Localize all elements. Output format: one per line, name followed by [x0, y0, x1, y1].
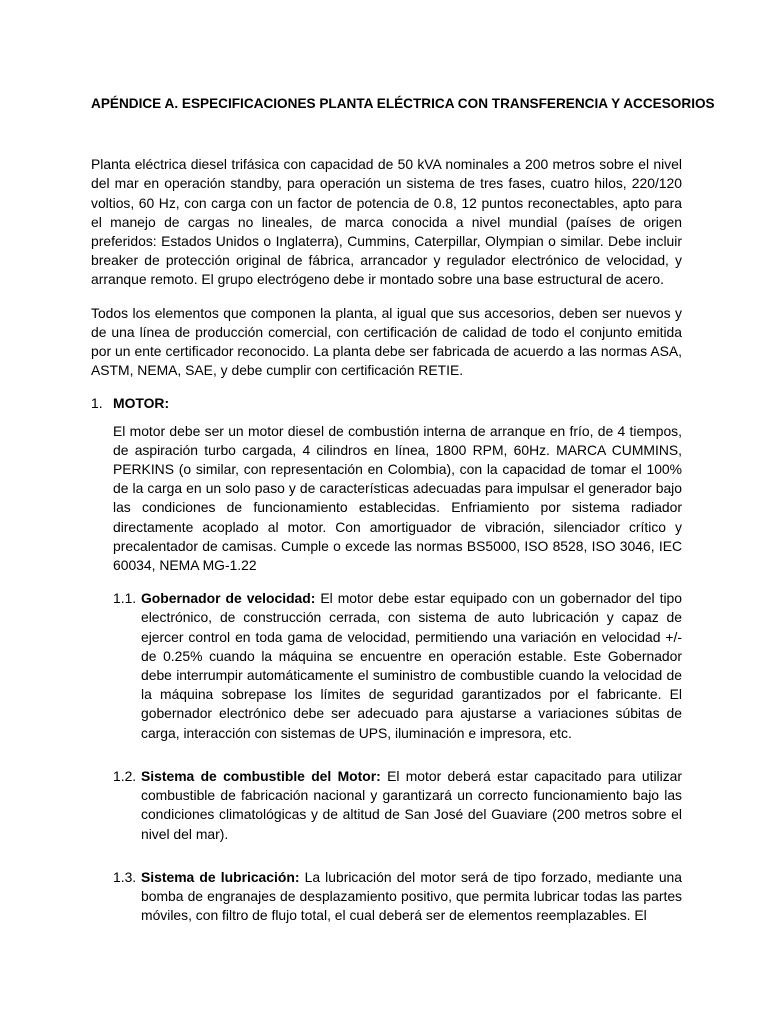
- subsection-text: El motor debe estar equipado con un gobernador del tipo electrónico, de construcción cerrada, con sistema de auto lubricación y capaz de ejercer control en toda gama de velocidad, permitiendo una variación en velocidad +/- de 0.25% cuando la máquina se encuentre en operación estable. Este Gobernador debe interrumpir automáticamente el suministro de combustible cuando la velocidad de la máquina sobrepase los límites de seguridad garantizados por el fabricante. El gobernador electrónico debe ser adecuado para ajustarse a variaciones súbitas de carga, interacción con sistemas de UPS, iluminación e impresora, etc.: [141, 590, 682, 741]
- section-number: 1.: [91, 395, 103, 412]
- section-label: MOTOR:: [113, 395, 170, 412]
- subsection-text: La lubricación del motor será de tipo forzado, mediante una bomba de engranajes de desplazamiento positivo, que permita lubricar todas las partes móviles, con filtro de flujo total, el cual deberá ser de elementos reemplazables. El: [141, 868, 682, 924]
- subsection-body: [141, 767, 682, 844]
- subsection-title: Sistema de lubricación:: [141, 868, 305, 885]
- document-title: APÉNDICE A. ESPECIFICACIONES PLANTA ELÉCTRICA CON TRANSFERENCIA Y ACCESORIOS: [91, 96, 715, 111]
- paragraph-intro: Planta eléctrica diesel trifásica con capacidad de 50 kVA nominales a 200 metros sobre el nivel del mar en operación standby, para operación un sistema de tres fases, cuatro hilos, 220/120 voltios, 60 Hz, con carga con un factor de potencia de 0.8, 12 puntos reconectables, apto para el manejo de cargas no lineales, de marca conocida a nivel mundial (países de origen preferidos: Estados Unidos o Inglaterra), Cummins, Caterpillar, Olympian o similar. Debe incluir breaker de protección original de fábrica, arrancador y regulador electrónico de velocidad, y arranque remoto. El grupo electrógeno debe ir montado sobre una base estructural de acero.: [91, 156, 682, 288]
- subsection-1-3: [113, 868, 682, 926]
- subsection-body: [141, 868, 682, 926]
- subsection-text: El motor deberá estar capacitado para utilizar combustible de fabricación nacional y garantizará un correcto funcionamiento bajo las condiciones climatológicas y de altitud de San José del Guaviare (200 metros sobre el nivel del mar).: [141, 767, 682, 842]
- subsection-number: 1.3.: [113, 868, 137, 885]
- subsection-title: Gobernador de velocidad:: [141, 590, 321, 607]
- subsection-number: 1.2.: [113, 767, 137, 784]
- section-intro: El motor debe ser un motor diesel de combustión interna de arranque en frío, de 4 tiempos, de aspiración turbo cargada, 4 cilindros en línea, 1800 RPM, 60Hz. MARCA CUMMINS, PERKINS (o similar, con representación en Colombia), con la capacidad de tomar el 100% de la carga en un solo paso y de características adecuadas para impulsar el generador bajo las condiciones de funcionamiento establecidas. Enfriamiento por sistema radiador directamente acoplado al motor. Con amortiguador de vibración, silenciador crítico y precalentador de camisas. Cumple o excede las normas BS5000, ISO 8528, ISO 3046, IEC 60034, NEMA MG-1.22: [113, 422, 682, 574]
- section-heading: [91, 394, 682, 413]
- subsection-number: 1.1.: [113, 590, 137, 607]
- subsection-body: [141, 589, 682, 743]
- subsection-1-2: [113, 767, 682, 844]
- paragraph-certification: Todos los elementos que componen la planta, al igual que sus accesorios, deben ser nuevos y de una línea de producción comercial, con certificación de calidad de todo el conjunto emitida por un ente certificador reconocido. La planta debe ser fabricada de acuerdo a las normas ASA, ASTM, NEMA, SAE, y debe cumplir con certificación RETIE.: [91, 304, 682, 379]
- subsection-1-1: [113, 589, 682, 743]
- subsection-title: Sistema de combustible del Motor:: [141, 767, 388, 784]
